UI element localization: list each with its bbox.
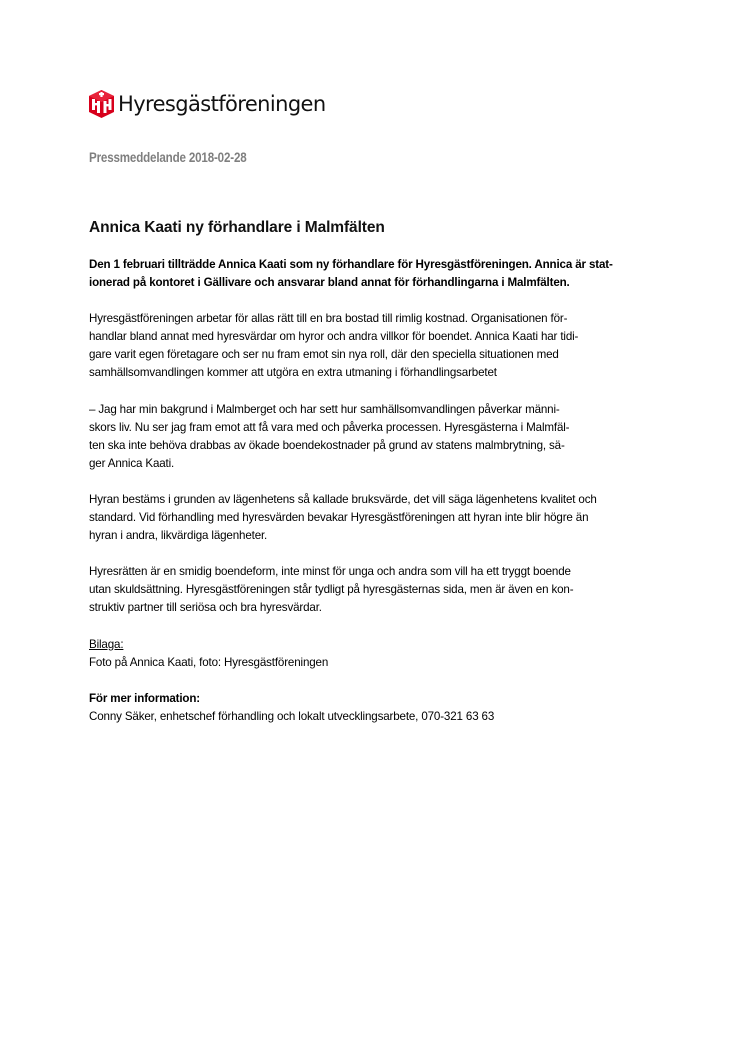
paragraph-line: skors liv. Nu ser jag fram emot att få vara med och påverka processen. Hyresgästerna i Malmfäl- (89, 420, 570, 434)
hyresgastforeningen-logo-icon (88, 89, 115, 119)
paragraph-line: utan skuldsättning. Hyresgästföreningen står tydligt på hyresgästernas sida, men är även en kon- (89, 583, 574, 597)
article-body (89, 256, 664, 744)
paragraph-line: handlar bland annat med hyresvärdar om hyror och andra villkor för boendet. Annica Kaati har tidi- (89, 330, 579, 344)
body-paragraph-3 (89, 491, 664, 545)
lead-paragraph (89, 256, 664, 292)
paragraph-line: Hyresgästföreningen arbetar för allas rätt till en bra bostad till rimlig kostnad. Organisationen för- (89, 312, 568, 326)
paragraph-line: ten ska inte behöva drabbas av ökade boendekostnader på grund av statens malmbrytning, sä- (89, 438, 565, 452)
lead-line: Den 1 februari tillträdde Annica Kaati som ny förhandlare för Hyresgästföreningen. Annica är stat- (89, 258, 613, 271)
contact-section (89, 690, 664, 726)
paragraph-line: ger Annica Kaati. (89, 456, 175, 470)
paragraph-line: – Jag har min bakgrund i Malmberget och har sett hur samhällsomvandlingen påverkar männi- (89, 402, 560, 416)
paragraph-line: standard. Vid förhandling med hyresvärden bevakar Hyresgästföreningen att hyran inte blir högre än (89, 511, 589, 525)
paragraph-line: Hyresrätten är en smidig boendeform, inte minst för unga och andra som vill ha ett tryggt boende (89, 565, 571, 579)
more-info-label: För mer information: (89, 691, 201, 705)
brand-logo (88, 88, 326, 120)
paragraph-line: struktiv partner till seriösa och bra hyresvärdar. (89, 601, 322, 615)
contact-info: Conny Säker, enhetschef förhandling och lokalt utvecklingsarbete, 070-321 63 63 (89, 709, 495, 723)
paragraph-line: hyran i andra, likvärdiga lägenheter. (89, 529, 268, 543)
body-paragraph-1 (89, 310, 664, 382)
body-paragraph-4 (89, 563, 664, 617)
attachment-text: Foto på Annica Kaati, foto: Hyresgästföreningen (89, 655, 329, 669)
attachment-label: Bilaga: (89, 637, 124, 651)
paragraph-line: Hyran bestäms i grunden av lägenhetens så kallade bruksvärde, det vill säga lägenhetens kvalitet och (89, 492, 597, 506)
page-title: Annica Kaati ny förhandlare i Malmfälten (89, 219, 385, 236)
lead-line: ionerad på kontoret i Gällivare och ansvarar bland annat för förhandlingarna i Malmfälten. (89, 276, 570, 290)
press-release-dateline: Pressmeddelande 2018-02-28 (89, 150, 247, 165)
brand-name: Hyresgästföreningen (118, 92, 326, 116)
paragraph-line: gare varit egen företagare och ser nu fram emot sin nya roll, där den speciella situationen med (89, 348, 559, 362)
paragraph-line: samhällsomvandlingen kommer att utgöra en extra utmaning i förhandlingsarbetet (89, 366, 497, 380)
attachment-section (89, 636, 664, 672)
body-paragraph-2 (89, 401, 664, 473)
